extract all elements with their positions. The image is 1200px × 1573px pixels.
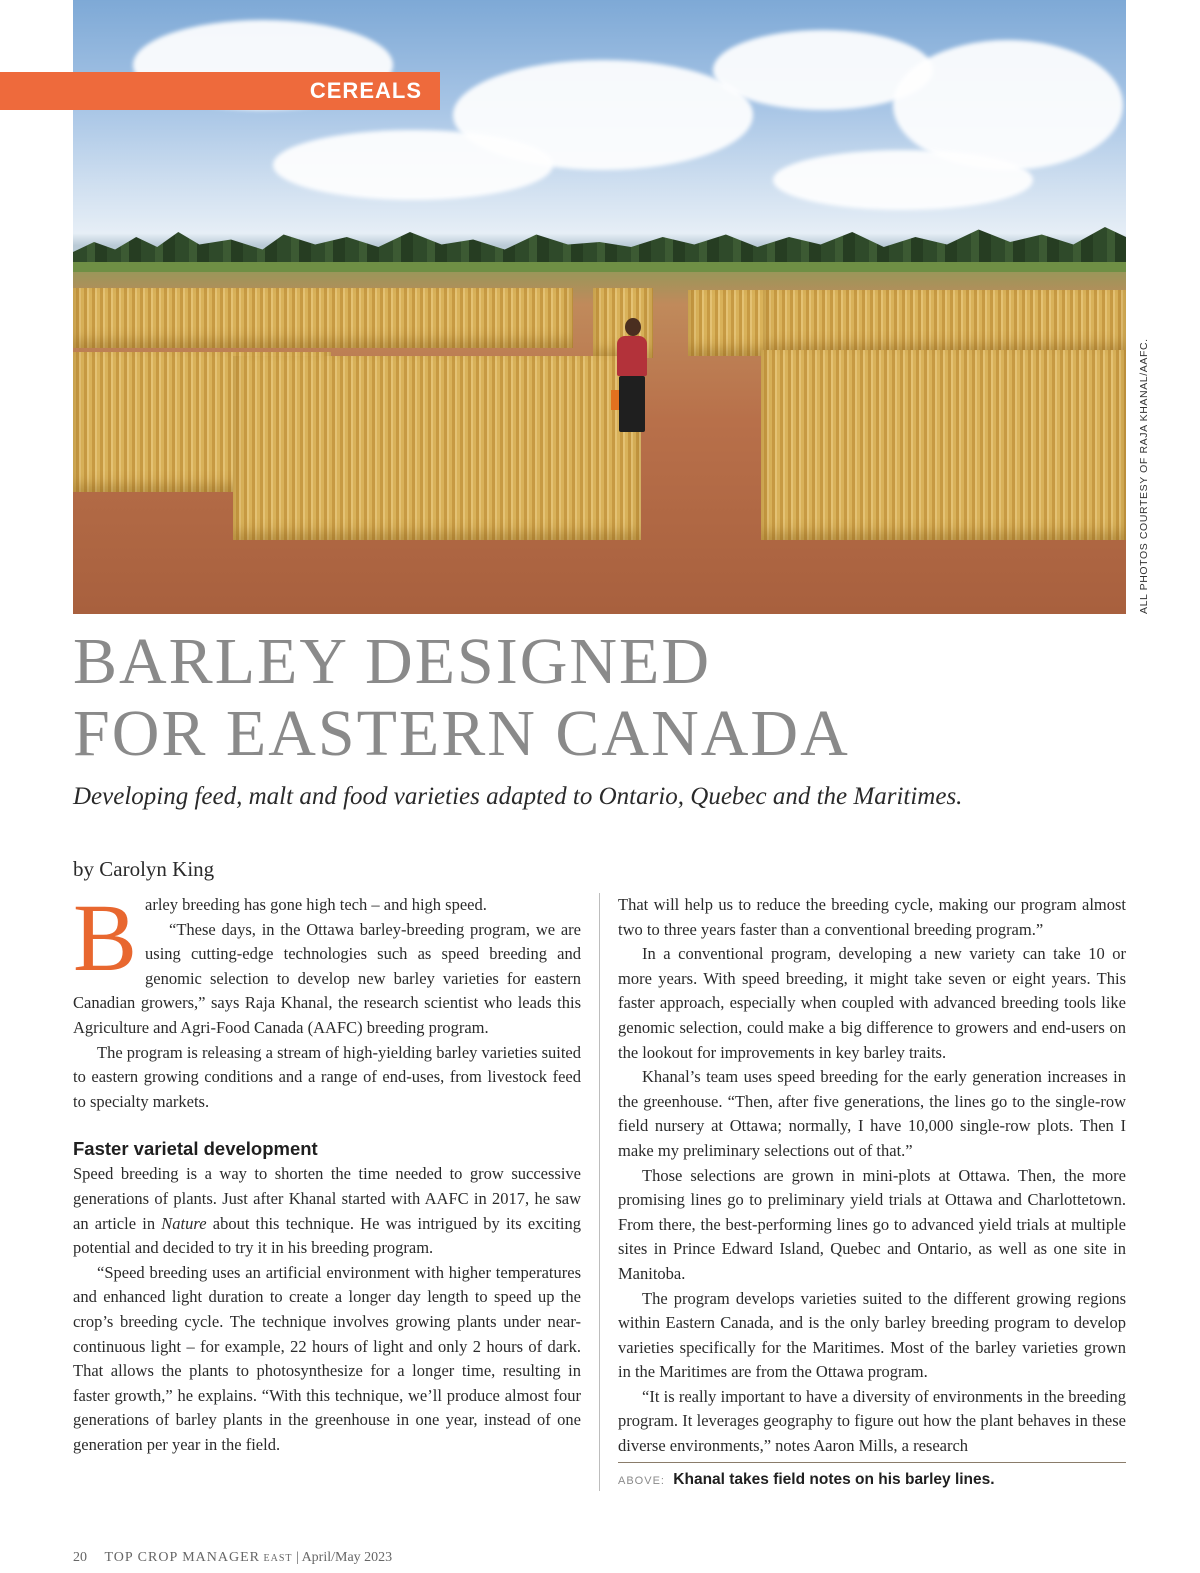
paragraph: arley breeding has gone high tech – and high speed. — [145, 895, 487, 914]
column-divider — [599, 893, 600, 1491]
barley-plot — [233, 356, 641, 540]
page-footer — [73, 1550, 392, 1566]
photo-credit: ALL PHOTOS COURTESY OF RAJA KHANAL/AAFC. — [1138, 338, 1150, 614]
page-number: 20 — [73, 1550, 87, 1565]
journal-name: Nature — [161, 1213, 207, 1233]
body-column-right — [618, 893, 1126, 1459]
cloud — [273, 130, 553, 200]
caption-rule — [618, 1462, 1126, 1463]
paragraph: That will help us to reduce the breeding cycle, making our program almost two to three years faster than a conventional breeding program.” — [618, 895, 1126, 939]
cloud — [773, 150, 1033, 210]
barley-plot — [761, 350, 1126, 540]
paragraph: The program is releasing a stream of high-yielding barley varieties suited to eastern growing conditions and a range of end-uses, from livestock feed to specialty markets. — [73, 1042, 581, 1111]
paragraph: “These days, in the Ottawa barley-breeding program, we are using cutting-edge technologies such as speed breeding and genomic selection to develop new barley varieties for eastern Canadian growers,” says Raja Khanal, the research scientist who leads this Agriculture and Agri-Food Canada (AAFC) breeding program. — [73, 919, 581, 1037]
article-title — [73, 626, 850, 770]
footer-separator: | — [296, 1550, 299, 1565]
paragraph: Those selections are grown in mini-plots at Ottawa. Then, the more promising lines go to preliminary yield trials at Ottawa and Charlottetown. From there, the best-performing lines go to advanced yield trials at multiple sites in Prince Edward Island, Quebec and Ontario, as well as one site in Manitoba. — [618, 1165, 1126, 1283]
barley-plot — [73, 288, 573, 348]
paragraph: Speed breeding is a way to shorten the time needed to grow successive generations of plants. Just after Khanal started with AAFC in 2017, he saw an article in Nature about this technique. He was intrigued by its exciting potential and decided to try it in his breeding program. — [73, 1164, 581, 1258]
issue-date: April/May 2023 — [301, 1550, 393, 1565]
photo-caption — [618, 1471, 995, 1489]
caption-text: Khanal takes field notes on his barley lines. — [673, 1471, 995, 1488]
section-tag: CEREALS — [0, 72, 440, 110]
article-subtitle: Developing feed, malt and food varieties adapted to Ontario, Quebec and the Maritimes. — [73, 783, 963, 810]
body-column-left — [73, 884, 581, 1457]
paragraph: “It is really important to have a diversity of environments in the breeding program. It leverages geography to figure out how the plant behaves in these diverse environments,” notes Aaron Mills, a research — [618, 1386, 1126, 1456]
caption-label: ABOVE: — [618, 1475, 665, 1487]
paragraph: “Speed breeding uses an artificial environment with higher temperatures and enhanced light duration to create a longer day length to speed up the crop’s breeding cycle. The technique involves growing plants under near-continuous light – for example, 22 hours of light and only 2 hours of dark. That allows the plants to photosynthesize for a longer time, resulting in faster growth,” he explains. “With this technique, we’ll produce almost four generations of barley plants in the greenhouse in one year, instead of one generation per year in the field. — [73, 1262, 581, 1454]
title-line-2: FOR EASTERN CANADA — [73, 697, 850, 770]
paragraph: The program develops varieties suited to the different growing regions within Eastern Canada, and is the only barley breeding program to develop varieties specifically for the Maritimes. Most of the barley varieties grown in the Maritimes are from the Ottawa program. — [618, 1288, 1126, 1382]
section-subhead: Faster varietal development — [73, 1138, 318, 1160]
paragraph: In a conventional program, developing a new variety can take 10 or more years. With speed breeding, it might take seven or eight years. This faster approach, especially when coupled with advanced breeding tools like genomic selection, could make a big difference to growers and end-users on the lookout for improvements in key barley traits. — [618, 944, 1126, 1062]
title-line-1: BARLEY DESIGNED — [73, 625, 712, 698]
byline: by Carolyn King — [73, 857, 215, 881]
grass-strip — [73, 262, 1126, 272]
researcher-figure — [611, 318, 651, 436]
magazine-name: TOP CROP MANAGER — [104, 1550, 261, 1565]
barley-plot — [763, 290, 1126, 352]
drop-cap: B — [73, 884, 138, 991]
paragraph: Khanal’s team uses speed breeding for the early generation increases in the greenhouse. “Then, after five generations, the lines go to the single-row field nursery at Ottawa; normally, I have 10,000 single-row plots. Then I make my preliminary selections out of that.” — [618, 1067, 1126, 1160]
magazine-edition: EAST — [263, 1553, 293, 1564]
